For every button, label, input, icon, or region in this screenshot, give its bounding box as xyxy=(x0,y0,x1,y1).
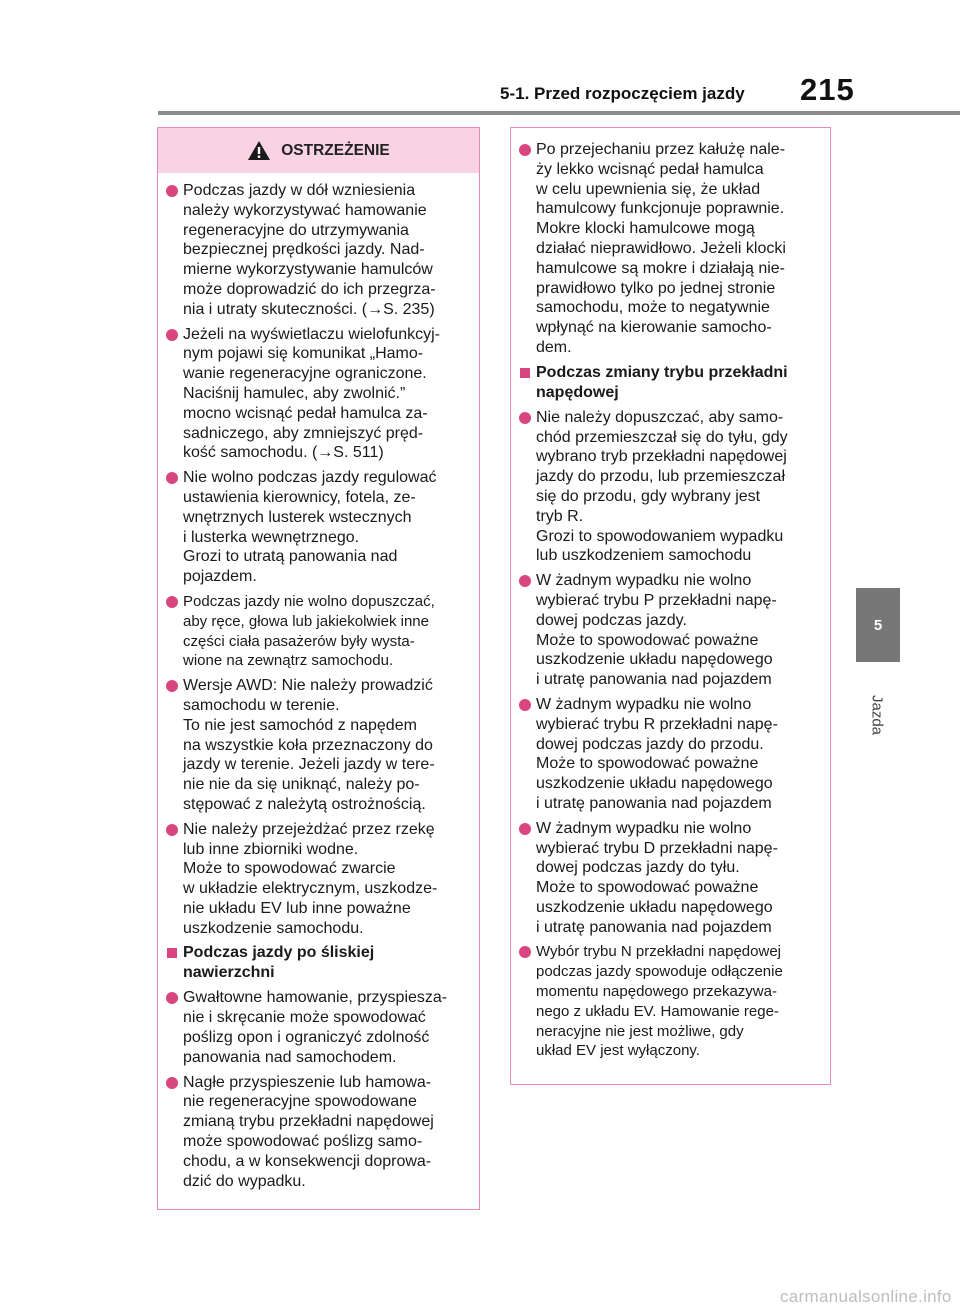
bullet-icon xyxy=(166,185,178,197)
item-text: Nie należy przejeżdżać przez rzekę lub inne zbiorniki wodne. Może to spowodować zwarcie w układzie elektrycznym, uszkodze- nie układu EV lub inne poważne uszkodzenie samochodu. xyxy=(183,820,438,937)
warning-item xyxy=(164,468,473,587)
warning-box-left xyxy=(157,127,480,1210)
item-text: Jeżeli na wyświetlaczu wielofunkcyj- nym pojawi się komunikat „Hamo- wanie regeneracyjne ograniczone. Naciśnij hamulec, aby zwolnić.” mocno wcisnąć pedał hamulca za- sadniczego, aby zmniejszyć pręd- kość samochodu. (→S. 511) xyxy=(183,325,440,462)
warning-body-left xyxy=(158,173,479,1191)
warning-item xyxy=(517,408,824,566)
warning-title: OSTRZEŻENIE xyxy=(281,141,390,159)
bullet-icon xyxy=(166,472,178,484)
bullet-icon xyxy=(166,824,178,836)
warning-triangle-icon xyxy=(247,140,271,161)
section-heading xyxy=(517,363,824,403)
warning-item xyxy=(164,676,473,815)
warning-item xyxy=(517,942,824,1061)
item-text: W żadnym wypadku nie wolno wybierać trybu P przekładni napę- dowej podczas jazdy. Może to spowodować poważne uszkodzenie układu napędowego i utratę panowania nad pojazdem xyxy=(536,572,777,689)
warning-body-right xyxy=(511,128,830,1061)
item-text: Wybór trybu N przekładni napędowej podczas jazdy spowoduje odłączenie momentu napędowego przekazywa- nego z układu EV. Hamowanie rege- neracyjne nie jest możliwe, gdy układ EV jest wyłączony. xyxy=(536,943,783,1060)
square-bullet-icon xyxy=(520,368,530,378)
item-text: Nie wolno podczas jazdy regulować ustawienia kierownicy, fotela, ze- wnętrznych lusterek wstecznych i lusterka wewnętrznego. Grozi to utratą panowania nad pojazdem. xyxy=(183,469,437,586)
bullet-icon xyxy=(519,412,531,424)
warning-item xyxy=(517,819,824,938)
item-text: Podczas jazdy w dół wzniesienia należy wykorzystywać hamowanie regeneracyjne do utrzymywania bezpiecznej prędkości jazdy. Nad- mierne wykorzystywanie hamulców może doprowadzić do ich przegrza- nia i utraty skuteczności. (→S. 235) xyxy=(183,182,436,318)
item-text: Podczas jazdy nie wolno dopuszczać, aby ręce, głowa lub jakiekolwiek inne części ciała pasażerów były wysta- wione na zewnątrz samochodu. xyxy=(183,592,435,670)
warning-item xyxy=(517,571,824,690)
bullet-icon xyxy=(519,575,531,587)
item-text: Gwałtowne hamowanie, przyspiesza- nie i skręcanie może spowodować poślizg opon i ograniczyć zdolność panowania nad samochodem. xyxy=(183,989,448,1066)
item-text: Nagłe przyspieszenie lub hamowa- nie regeneracyjne spowodowane zmianą trybu przekładni napędowej może spowodować poślizg samo- chodu, a w konsekwencji doprowa- dzić do wypadku. xyxy=(183,1073,434,1190)
chapter-tab xyxy=(856,588,900,662)
chapter-number: 5 xyxy=(873,616,883,634)
bullet-icon xyxy=(166,596,178,608)
bullet-icon xyxy=(519,144,531,156)
item-text: Podczas jazdy po śliskiej nawierzchni xyxy=(183,944,375,982)
warning-item xyxy=(517,140,824,358)
item-text: W żadnym wypadku nie wolno wybierać trybu R przekładni napę- dowej podczas jazdy do przodu. Może to spowodować poważne uszkodzenie układu napędowego i utratę panowania nad pojazdem xyxy=(536,695,778,812)
bullet-icon xyxy=(166,992,178,1004)
warning-item xyxy=(164,325,473,464)
header-divider xyxy=(158,111,960,115)
item-text: Podczas zmiany trybu przekładni napędowej xyxy=(536,363,788,401)
warning-item xyxy=(164,988,473,1067)
warning-box-right xyxy=(510,127,831,1085)
warning-header xyxy=(158,128,479,173)
warning-item xyxy=(517,695,824,814)
bullet-icon xyxy=(519,699,531,711)
warning-item xyxy=(164,820,473,939)
section-heading xyxy=(164,943,473,983)
item-text: Po przejechaniu przez kałużę nale- ży lekko wcisnąć pedał hamulca w celu upewnienia się, że układ hamulcowy funkcjonuje poprawnie. Mokre klocki hamulcowe mogą działać nieprawidłowo. Jeżeli klocki hamulcowe są mokre i działają nie- prawidłowo tylko po jednej stronie samochodu, może to negatywnie wpłynąć na kierowanie samocho- dem. xyxy=(536,141,786,356)
watermark: carmanualsonline.info xyxy=(780,1287,952,1306)
bullet-icon xyxy=(166,1077,178,1089)
page-number: 215 xyxy=(800,72,855,107)
warning-item xyxy=(164,181,473,320)
item-text: Nie należy dopuszczać, aby samo- chód przemieszczał się do tyłu, gdy wybrano tryb przekładni napędowej jazdy do przodu, lub przemieszczał się do przodu, gdy wybrany jest tryb R. Grozi to spowodowaniem wypadku lub uszkodzeniem samochodu xyxy=(536,408,788,565)
square-bullet-icon xyxy=(167,948,177,958)
bullet-icon xyxy=(166,680,178,692)
bullet-icon xyxy=(519,823,531,835)
running-header: 5-1. Przed rozpoczęciem jazdy xyxy=(500,84,745,103)
warning-item xyxy=(164,1073,473,1192)
warning-item xyxy=(164,592,473,671)
item-text: W żadnym wypadku nie wolno wybierać trybu D przekładni napę- dowej podczas jazdy do tyłu. Może to spowodować poważne uszkodzenie układu napędowego i utratę panowania nad pojazdem xyxy=(536,819,778,936)
bullet-icon xyxy=(519,946,531,958)
item-text: Wersje AWD: Nie należy prowadzić samochodu w terenie. To nie jest samochód z napędem na wszystkie koła przeznaczony do jazdy w terenie. Jeżeli jazdy w tere- nie nie da się uniknąć, należy po- stępować z należytą ostrożnością. xyxy=(183,677,435,813)
bullet-icon xyxy=(166,329,178,341)
chapter-label: Jazda xyxy=(868,694,886,736)
